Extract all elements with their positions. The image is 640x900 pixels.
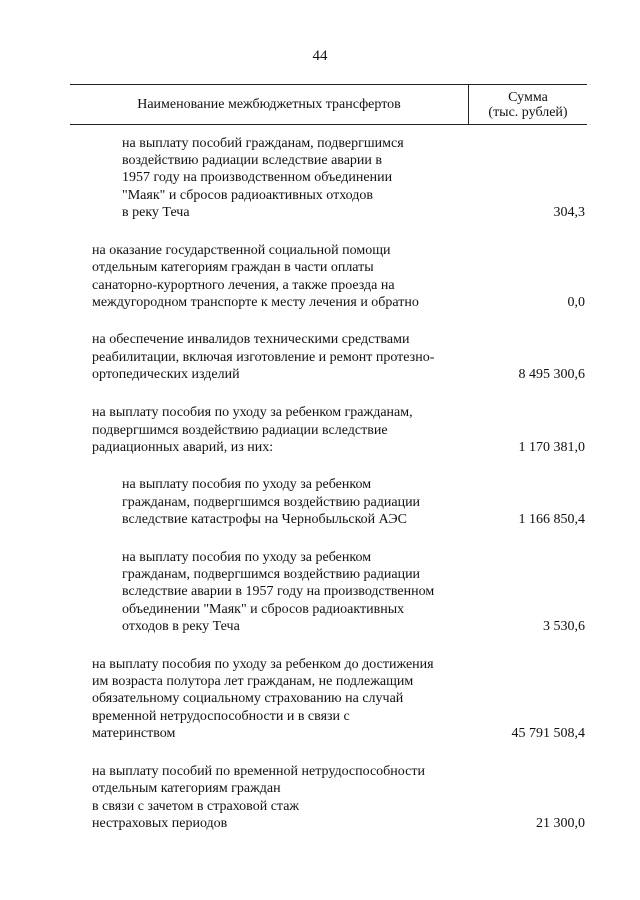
transfer-amount: 8 495 300,6	[518, 366, 585, 382]
transfer-row-temporary-disability	[0, 762, 640, 832]
transfer-label: на выплату пособия по уходу за ребенком гражданам, подвергшимся воздействию радиации вследствие аварии в 1957 году на производственном объединении "Маяк" и сбросов радиоактивных отходов в реку Теча	[122, 549, 435, 634]
transfer-label: на выплату пособий по временной нетрудоспособности отдельным категориям граждан в связи с зачетом в страховой стаж нестраховых периодов	[92, 764, 425, 831]
transfer-label: на выплату пособия по уходу за ребенком до достижения им возраста полутора лет гражданам, не подлежащим обязательному социальному страхованию на случай временной нетрудоспособности и в связи с материнством	[92, 656, 434, 741]
transfer-amount: 1 166 850,4	[518, 511, 585, 527]
transfer-label: на выплату пособия по уходу за ребенком гражданам, подвергшимся воздействию радиации вследствие радиационных аварий, из них:	[92, 405, 413, 455]
sum-column-header	[469, 85, 587, 124]
transfer-row-childcare-uninsured	[0, 655, 640, 742]
table-header	[70, 84, 587, 125]
transfer-label: на выплату пособий гражданам, подвергшимся воздействию радиации вследствие аварии в 1957 году на производственном объединении "Маяк" и сбросов радиоактивных отходов в реку Теча	[122, 135, 404, 220]
transfer-amount: 21 300,0	[536, 815, 585, 831]
transfer-label: на оказание государственной социальной помощи отдельным категориям граждан в части оплаты санаторно-курортного лечения, а также проезда на междугородном транспорте к месту лечения и обратно	[92, 243, 419, 310]
transfer-row-childcare-radiation	[0, 404, 640, 456]
transfer-amount: 0,0	[567, 294, 585, 310]
transfer-amount: 45 791 508,4	[511, 725, 585, 741]
transfer-row-childcare-chernobyl	[0, 476, 640, 528]
sum-column-header-line2: (тыс. рублей)	[488, 104, 568, 120]
transfer-label: на выплату пособия по уходу за ребенком гражданам, подвергшимся воздействию радиации вследствие катастрофы на Чернобыльской АЭС	[122, 477, 421, 527]
transfer-amount: 304,3	[553, 204, 585, 220]
transfer-row-childcare-mayak	[0, 548, 640, 635]
transfer-amount: 1 170 381,0	[518, 439, 585, 455]
transfer-amount: 3 530,6	[543, 618, 585, 634]
page-number: 44	[312, 48, 328, 64]
transfer-list	[0, 132, 640, 832]
transfer-row-disabled-rehab	[0, 331, 640, 383]
sum-column-header-line1: Сумма	[508, 89, 548, 105]
name-column-header: Наименование межбюджетных трансфертов	[70, 85, 469, 124]
transfer-label: на обеспечение инвалидов техническими средствами реабилитации, включая изготовление и ремонт протезно- ортопедических изделий	[92, 332, 435, 382]
transfer-row-sanatorium	[0, 241, 640, 311]
transfer-row-mayak-benefits	[0, 132, 640, 221]
